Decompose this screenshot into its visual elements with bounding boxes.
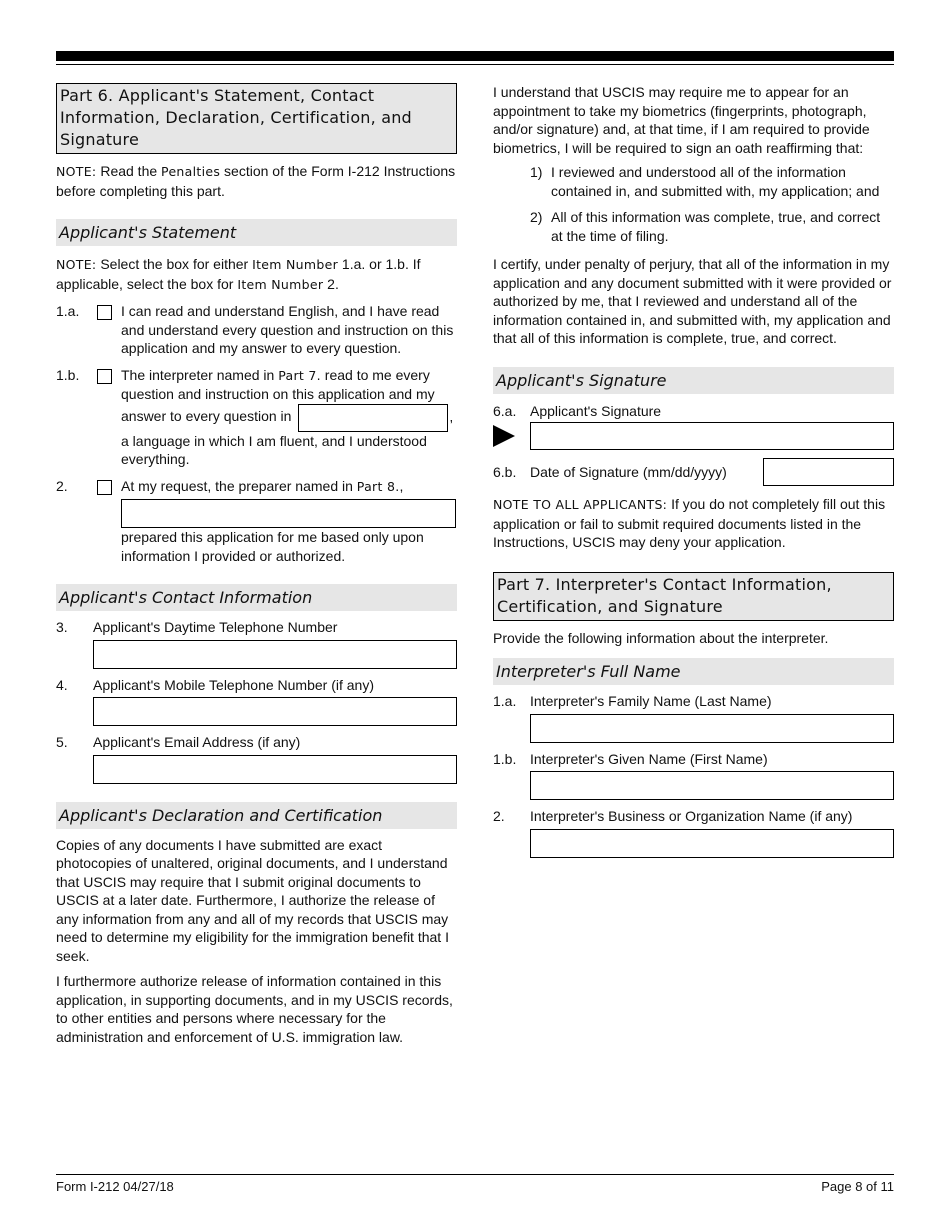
- item-2-text-cont: prepared this application for me based only upon information I provided or authorized.: [121, 529, 424, 564]
- checkbox-2[interactable]: [97, 480, 112, 495]
- applicant-signature-heading: Applicant's Signature: [493, 367, 894, 394]
- given-name-label: Interpreter's Given Name (First Name): [530, 750, 768, 767]
- item-number: 2.: [56, 477, 68, 494]
- biometrics-text: I understand that USCIS may require me to appear for an appointment to take my biometrics (fingerprints, photograph, and/or signature) and, at that time, if I am required to provide biometrics, I will be required to sign an oath reaffirming that:: [493, 84, 870, 156]
- checkbox-1a[interactable]: [97, 305, 112, 320]
- statement-item-1b: [56, 366, 457, 469]
- certify-text: I certify, under penalty of perjury, that all of the information in my application and any document submitted with it were provided or authorized by me, that I reviewed and understand all of the information contained in, and submitted with, my application and that all of this information is complete, true, and correct.: [493, 256, 892, 346]
- sign-here-arrow-icon: [493, 425, 515, 447]
- part7-intro: Provide the following information about the interpreter.: [493, 629, 829, 646]
- footer-page-number: Page 8 of 11: [821, 1179, 894, 1194]
- family-name-label: Interpreter's Family Name (Last Name): [530, 693, 772, 709]
- item-number: 4.: [56, 676, 68, 693]
- signature-label: Applicant's Signature: [530, 402, 662, 419]
- declaration-para-1: Copies of any documents I have submitted are exact photocopies of unaltered, original documents, and I understand that USCIS may require that I submit original documents to USCIS at a later date. Furthermore, I authorize the release of any information from any and all of my records that USCIS may need to determine my eligibility for the immigration benefit that I seek.: [56, 836, 449, 964]
- item-number: 1.b.: [56, 366, 80, 383]
- item-1b-text-cont: a language in which I am fluent, and I understood everything.: [121, 432, 427, 467]
- interpreter-given-name-input[interactable]: [530, 771, 894, 800]
- date-of-signature-input[interactable]: [763, 458, 894, 486]
- item-number: 1.a.: [493, 693, 517, 709]
- item-number: 3.: [56, 619, 68, 635]
- signature-input[interactable]: [530, 422, 894, 450]
- item-2-text: At my request, the preparer named in Part 8.,: [121, 477, 404, 494]
- business-name-label: Interpreter's Business or Organization Name (if any): [530, 808, 853, 824]
- preparer-name-input[interactable]: [121, 499, 456, 528]
- daytime-phone-input[interactable]: [93, 640, 457, 669]
- mobile-phone-input[interactable]: [93, 697, 457, 726]
- checkbox-1b[interactable]: [97, 369, 112, 384]
- item-number: 6.b.: [493, 463, 517, 480]
- interpreter-name-heading: Interpreter's Full Name: [493, 658, 894, 685]
- email-input[interactable]: [93, 755, 457, 784]
- item-1b-text: The interpreter named in Part 7. read to me every question and instruction on this application and my answer to every question in: [121, 366, 435, 425]
- oath-item: 2) All of this information was complete, true, and correct at the time of filing.: [530, 209, 881, 244]
- contact-q4: [56, 676, 457, 727]
- right-column: [493, 83, 894, 858]
- applicant-contact-heading: Applicant's Contact Information: [56, 584, 457, 611]
- part6-heading: Part 6. Applicant's Statement, Contact Information, Declaration, Certification, and Signature: [56, 83, 457, 154]
- language-input[interactable]: [298, 404, 448, 432]
- item-number: 1.b.: [493, 750, 517, 767]
- statement-note: NOTE: Select the box for either Item Number 1.a. or 1.b. If applicable, select the box for Item Number 2.: [56, 256, 421, 292]
- mobile-phone-label: Applicant's Mobile Telephone Number (if any): [93, 676, 375, 693]
- item-number: 6.a.: [493, 402, 517, 419]
- footer-rule: [56, 1174, 894, 1175]
- top-rule-thin: [56, 64, 894, 65]
- declaration-heading: Applicant's Declaration and Certification: [56, 802, 457, 829]
- interpreter-q2: [493, 807, 894, 858]
- item-1a-text: I can read and understand English, and I have read and understand every question and instruction on this application and my answer to every question.: [121, 303, 454, 356]
- statement-item-2: [56, 477, 457, 566]
- signature-q6b: [493, 458, 894, 486]
- footer-form-id: Form I-212 04/27/18: [56, 1179, 174, 1194]
- daytime-phone-label: Applicant's Daytime Telephone Number: [93, 619, 338, 635]
- contact-q5: [56, 733, 457, 784]
- signature-q6a: [493, 402, 894, 451]
- interpreter-q1b: [493, 750, 894, 801]
- oath-list: [493, 163, 894, 245]
- item-number: 1.a.: [56, 303, 80, 319]
- interpreter-business-name-input[interactable]: [530, 829, 894, 858]
- applicant-statement-heading: Applicant's Statement: [56, 219, 457, 246]
- left-column: [56, 83, 457, 1046]
- note-to-applicants: NOTE TO ALL APPLICANTS: If you do not completely fill out this application or fail to submit required documents listed in the Instructions, USCIS may deny your application.: [493, 496, 886, 550]
- top-rule-thick: [56, 51, 894, 61]
- contact-q3: [56, 618, 457, 669]
- comma: ,: [449, 408, 454, 425]
- interpreter-q1a: [493, 692, 894, 743]
- declaration-para-2: I furthermore authorize release of information contained in this application, in supporting documents, and in my USCIS records, to other entities and persons where necessary for the administration and enforcement of U.S. immigration law.: [56, 973, 453, 1045]
- item-number: 2.: [493, 808, 505, 824]
- part6-note: NOTE: Read the Penalties section of the Form I-212 Instructions before completing this part.: [56, 163, 456, 199]
- interpreter-family-name-input[interactable]: [530, 714, 894, 743]
- email-label: Applicant's Email Address (if any): [93, 734, 301, 750]
- statement-item-1a: [56, 302, 457, 358]
- item-number: 5.: [56, 734, 68, 750]
- oath-item: 1) I reviewed and understood all of the information contained in, and submitted with, my application; and: [530, 164, 880, 199]
- date-of-signature-label: Date of Signature (mm/dd/yyyy): [530, 463, 727, 480]
- part7-heading: Part 7. Interpreter's Contact Information, Certification, and Signature: [493, 572, 894, 621]
